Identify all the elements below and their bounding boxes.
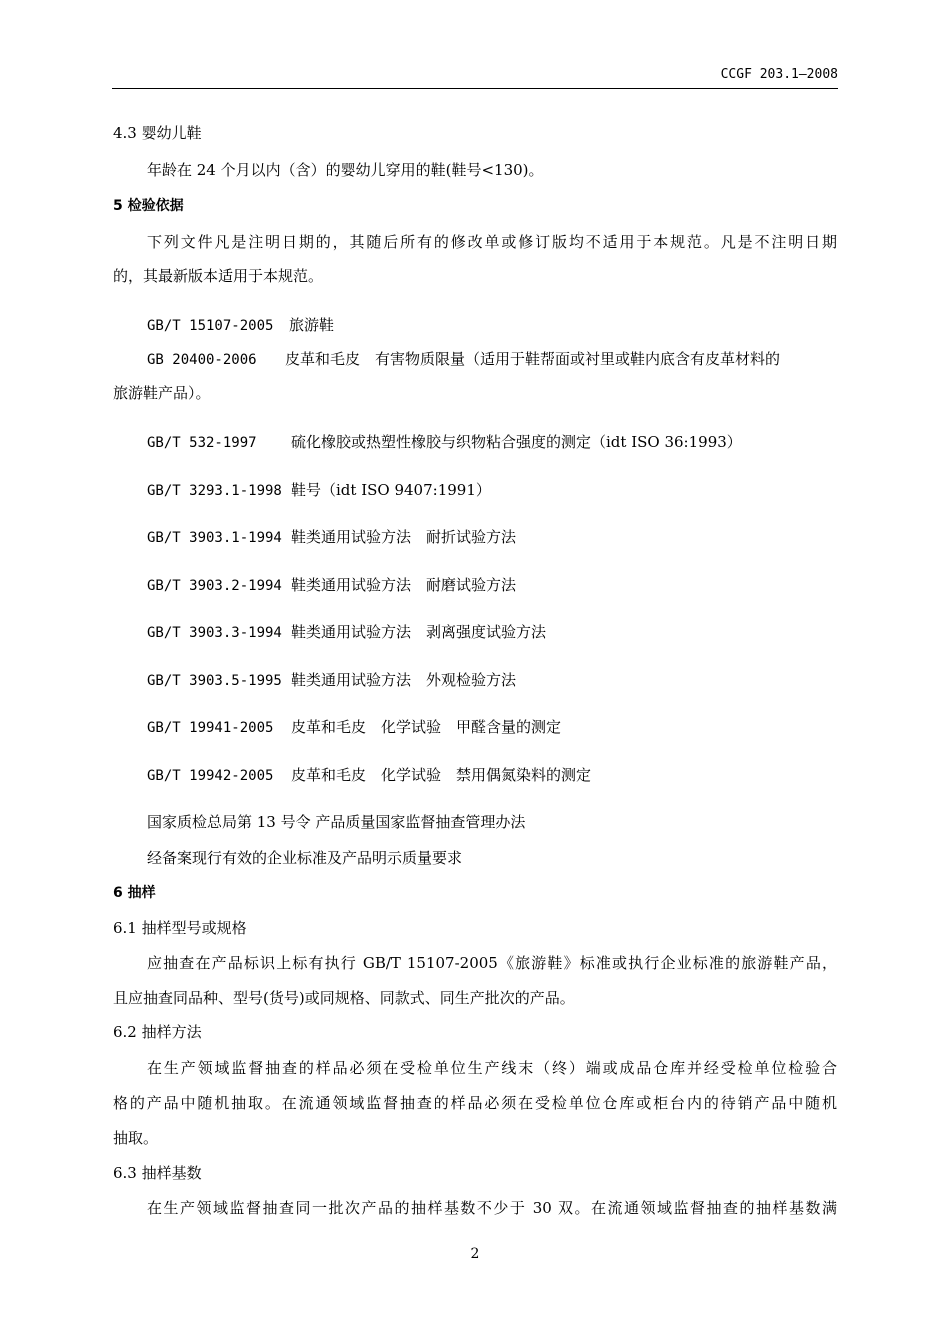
section-6-3-line1: 在生产领域监督抽查同一批次产品的抽样基数不少于 30 双。在流通领域监督抽查的抽样基数满 <box>147 1199 837 1217</box>
reference-code: GB/T 19941-2005 <box>147 720 274 736</box>
header-rule <box>112 88 838 89</box>
reference-code: GB/T 532-1997 <box>147 435 257 451</box>
section-4-3-text: 年龄在 24 个月以内（含）的婴幼儿穿用的鞋(鞋号<130)。 <box>147 161 544 179</box>
reference-title: 皮革和毛皮 化学试验 甲醛含量的测定 <box>291 718 562 736</box>
reference-title: 硫化橡胶或热塑性橡胶与织物粘合强度的测定（idt ISO 36:1993） <box>291 433 742 451</box>
section-6-2-line3: 抽取。 <box>113 1129 159 1147</box>
page-number: 2 <box>470 1246 480 1262</box>
reference-title-continued: 旅游鞋产品）。 <box>113 384 211 402</box>
reference-item <box>147 349 780 370</box>
section-5-heading: 5 检验依据 <box>113 198 184 214</box>
reference-code: GB/T 19942-2005 <box>147 768 274 784</box>
reference-regulation: 国家质检总局第 13 号令 产品质量国家监督抽查管理办法 <box>147 813 526 831</box>
reference-title: 皮革和毛皮 有害物质限量（适用于鞋帮面或衬里或鞋内底含有皮革材料的 <box>285 350 781 368</box>
section-6-3-heading: 6.3 抽样基数 <box>113 1164 202 1182</box>
reference-code: GB/T 15107-2005 <box>147 318 274 334</box>
section-5-intro-line1: 下列文件凡是注明日期的，其随后所有的修改单或修订版均不适用于本规范。凡是不注明日期 <box>147 233 837 251</box>
reference-title: 鞋类通用试验方法 耐磨试验方法 <box>291 576 517 594</box>
reference-title: 鞋类通用试验方法 外观检验方法 <box>291 671 517 689</box>
reference-title: 鞋号（idt ISO 9407:1991） <box>291 481 491 499</box>
reference-item <box>147 765 591 786</box>
reference-code: GB/T 3903.3-1994 <box>147 625 282 641</box>
section-6-2-line1: 在生产领域监督抽查的样品必须在受检单位生产线末（终）端或成品仓库并经受检单位检验合 <box>147 1059 837 1077</box>
reference-item <box>147 670 516 691</box>
reference-item <box>147 622 546 643</box>
reference-title: 鞋类通用试验方法 剥离强度试验方法 <box>291 623 547 641</box>
section-6-1-heading: 6.1 抽样型号或规格 <box>113 919 247 937</box>
section-4-3-heading: 4.3 婴幼儿鞋 <box>113 124 202 142</box>
document-code: CCGF 203.1—2008 <box>720 67 838 82</box>
reference-title: 皮革和毛皮 化学试验 禁用偶氮染料的测定 <box>291 766 592 784</box>
reference-item <box>147 527 516 548</box>
reference-code: GB/T 3903.1-1994 <box>147 530 282 546</box>
reference-item <box>147 717 561 738</box>
reference-title: 鞋类通用试验方法 耐折试验方法 <box>291 528 517 546</box>
reference-item <box>147 575 516 596</box>
section-6-2-line2: 格的产品中随机抽取。在流通领域监督抽查的样品必须在受检单位仓库或柜台内的待销产品中随机 <box>113 1094 837 1112</box>
section-6-1-line2: 且应抽查同品种、型号(货号)或同规格、同款式、同生产批次的产品。 <box>113 989 575 1007</box>
section-5-intro-line2: 的，其最新版本适用于本规范。 <box>113 267 324 285</box>
section-6-1-line1: 应抽查在产品标识上标有执行 GB/T 15107-2005《旅游鞋》标准或执行企业标准的旅游鞋产品， <box>147 954 837 972</box>
reference-code: GB/T 3293.1-1998 <box>147 483 282 499</box>
reference-code: GB 20400-2006 <box>147 352 257 368</box>
reference-title: 旅游鞋 <box>289 316 335 334</box>
reference-code: GB/T 3903.2-1994 <box>147 578 282 594</box>
reference-enterprise-standards: 经备案现行有效的企业标准及产品明示质量要求 <box>147 849 463 867</box>
reference-item <box>147 480 491 501</box>
reference-code: GB/T 3903.5-1995 <box>147 673 282 689</box>
section-6-heading: 6 抽样 <box>113 885 156 901</box>
reference-item <box>147 432 742 453</box>
reference-item <box>147 315 334 336</box>
section-6-2-heading: 6.2 抽样方法 <box>113 1023 202 1041</box>
